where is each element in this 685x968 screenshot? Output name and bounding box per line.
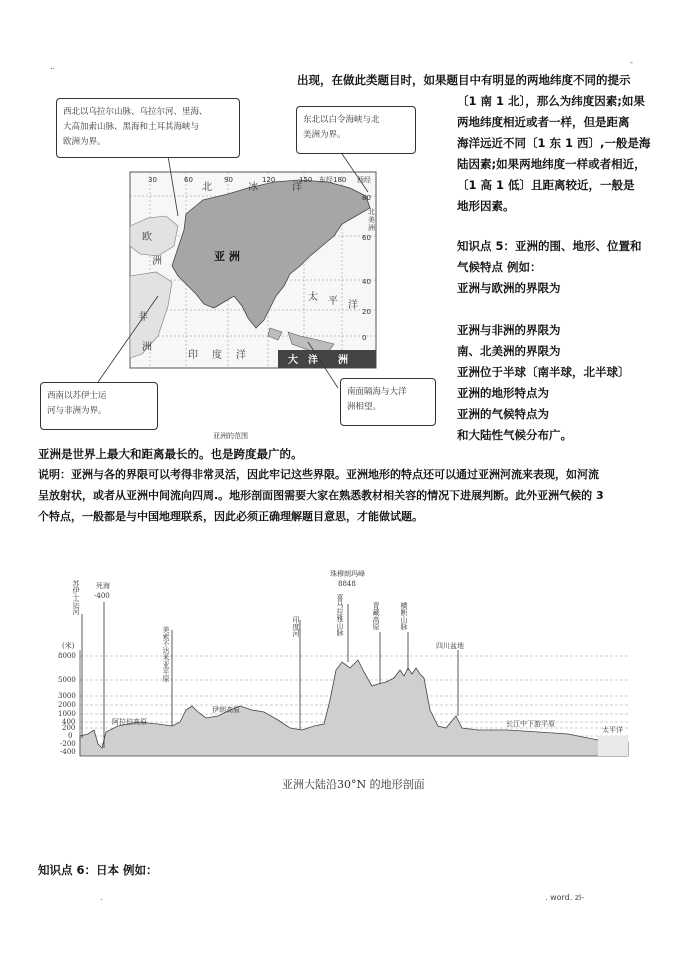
- page-mark-top-right: -: [630, 58, 633, 67]
- knowledge5-item: 亚洲与欧洲的界限为: [457, 281, 561, 295]
- callout-line: 东北以白令海峡与北: [303, 115, 380, 125]
- lon-label: 120: [262, 176, 276, 184]
- explanation-line: 呈放射状，或者从亚洲中间流向四周.。地形剖面图需要大家在熟悉教材相关容的情况下进展判断。此外亚洲气候的 3: [38, 489, 604, 502]
- terrain-profile-svg: [58, 560, 648, 792]
- knowledge5-item: 南、北美洲的界限为: [457, 344, 561, 358]
- y-tick-label: 400: [62, 718, 76, 726]
- map-label-arctic: 洋: [292, 182, 302, 193]
- profile-label-mesopotamia: 美索不达米亚平原: [162, 626, 170, 682]
- y-tick-label: 1000: [58, 710, 76, 718]
- explanation-line: 个特点，一般都是与中国地理联系，因此必须正确理解题目意思，才能做试题。: [38, 510, 423, 523]
- profile-label-everest: 珠穆朗玛峰: [330, 570, 365, 578]
- callout-northwest: [56, 98, 240, 158]
- lon-label: 150: [299, 176, 313, 184]
- map-label-europe: 洲: [152, 256, 162, 267]
- map-label-pacific: 太: [308, 292, 318, 303]
- map-label-indian: 印: [188, 350, 198, 361]
- lon-label: 60: [184, 176, 193, 184]
- map-label-indian: 度: [212, 350, 222, 361]
- text-line: 出现，在做此类题目时，如果题目中有明显的两地纬度不同的提示: [297, 73, 631, 87]
- lat-label: 40: [362, 278, 371, 286]
- callout-line: 西北以乌拉尔山脉、乌拉尔河、里海、: [63, 107, 208, 117]
- lat-label: 80: [362, 194, 371, 202]
- callout-line: 美洲为界。: [303, 130, 346, 140]
- callout-southeast: [340, 378, 436, 426]
- profile-label-sichuan: 四川盆地: [436, 642, 464, 650]
- text-line: 陆因素;如果两地纬度一样或者相近，: [457, 157, 646, 171]
- callout-line: 河与非洲为界。: [47, 406, 107, 416]
- map-label-pacific: 洋: [348, 300, 358, 311]
- map-label-oceania: 大: [288, 355, 298, 366]
- profile-label-tibet: 青藏高原: [372, 602, 380, 630]
- map-label-asia: 亚 洲: [214, 250, 240, 263]
- map-label-oceania: 洋: [308, 355, 318, 366]
- callout-line: 欧洲为界。: [63, 137, 106, 147]
- map-label-north-america: 北: [368, 208, 375, 216]
- lon-label: 西经: [357, 176, 371, 184]
- summary-line: 亚洲是世界上最大和距离最长的。也是跨度最广的。: [38, 447, 303, 461]
- lat-label: 60: [362, 234, 371, 242]
- text-line: 海洋远近不同〔1 东 1 西〕,一般是海: [457, 136, 651, 150]
- map-label-north-america: 洲: [368, 224, 375, 232]
- callout-line: 洲相望。: [347, 402, 382, 412]
- y-tick-label: -400: [60, 748, 76, 756]
- page-mark-bottom-left: .: [100, 893, 103, 902]
- map-label-africa: 非: [138, 312, 148, 323]
- knowledge5-item: 亚洲的气候特点为: [457, 407, 549, 421]
- profile-label-pacific: 太平洋: [602, 726, 623, 734]
- lat-label: 20: [362, 308, 371, 316]
- profile-label-indus: 印度河: [292, 616, 300, 637]
- text-line: 地形因素。: [457, 199, 515, 213]
- profile-label-iran: 伊朗高原: [212, 706, 240, 714]
- asia-map-figure: [38, 96, 448, 442]
- lat-label: 0: [362, 334, 367, 342]
- map-label-europe: 欧: [142, 232, 152, 243]
- callout-line: 南面隔海与大洋: [347, 387, 407, 397]
- y-tick-label: 3000: [58, 692, 76, 700]
- profile-value-everest: 8848: [338, 580, 356, 588]
- y-axis-unit: (米): [62, 642, 75, 650]
- knowledge5-title: 知识点 5：亚洲的围、地形、位置和: [457, 239, 642, 253]
- profile-label-suez: 苏伊士运河: [72, 580, 80, 615]
- map-label-arctic: 冰: [248, 182, 258, 193]
- knowledge5-subtitle: 气候特点 例如：: [457, 260, 542, 274]
- map-label-arctic: 北: [202, 182, 212, 193]
- terrain-profile-figure: [58, 560, 648, 792]
- map-label-oceania: 洲: [338, 355, 348, 366]
- text-line: 〔1 南 1 北〕，那么为纬度因素;如果: [457, 94, 645, 108]
- profile-label-dead-sea: 死海: [96, 582, 110, 590]
- text-line: 两地纬度相近或者一样，但是距离: [457, 115, 630, 129]
- explanation-line: 说明：亚洲与各的界限可以考得非常灵活，因此牢记这些界限。亚洲地形的特点还可以通过亚洲河流来表现，如河流: [38, 468, 599, 481]
- map-label-indian: 洋: [236, 350, 246, 361]
- lon-label: 30: [148, 176, 157, 184]
- callout-line: 大高加索山脉、黑海和土耳其海峡与: [63, 122, 200, 132]
- page-footer-mark: . word. zl-: [545, 893, 585, 902]
- profile-label-hengduan: 横断山脉: [400, 602, 408, 630]
- callout-line: 西南以苏伊士运: [47, 391, 107, 401]
- y-tick-label: 0: [68, 732, 73, 740]
- y-tick-label: 5000: [58, 676, 76, 684]
- text-line: 〔1 高 1 低〕且距离较近，一般是: [457, 178, 635, 192]
- map-label-pacific: 平: [328, 296, 338, 307]
- map-label-north-america: 美: [368, 216, 375, 224]
- lon-label: 90: [224, 176, 233, 184]
- map-caption: 亚洲的范围: [213, 432, 248, 440]
- y-tick-label: -200: [60, 740, 76, 748]
- profile-label-yangtze: 长江中下游平原: [506, 720, 555, 728]
- callout-northeast: [296, 106, 416, 154]
- knowledge5-item: 和大陆性气候分布广。: [457, 428, 572, 442]
- profile-value-dead-sea: -400: [94, 592, 110, 600]
- knowledge5-item: 亚洲的地形特点为: [457, 386, 549, 400]
- callout-southwest: [40, 382, 158, 430]
- knowledge5-item: 亚洲与非洲的界限为: [457, 323, 561, 337]
- knowledge5-item: 亚洲位于半球〔南半球，北半球〕: [457, 365, 630, 379]
- lon-label: 东经180: [319, 176, 347, 184]
- y-tick-label: 200: [62, 724, 76, 732]
- y-tick-label: 2000: [58, 701, 76, 709]
- profile-caption: 亚洲大陆沿30°N 的地形剖面: [282, 778, 425, 791]
- map-label-africa: 洲: [142, 342, 152, 353]
- profile-label-himalaya: 喜马拉雅山脉: [336, 594, 344, 636]
- y-tick-label: 8000: [58, 652, 76, 660]
- page-mark-top-left: ..: [50, 62, 56, 71]
- profile-label-arabia: 阿拉伯高原: [112, 718, 147, 726]
- knowledge6-title: 知识点 6：日本 例如：: [38, 863, 158, 877]
